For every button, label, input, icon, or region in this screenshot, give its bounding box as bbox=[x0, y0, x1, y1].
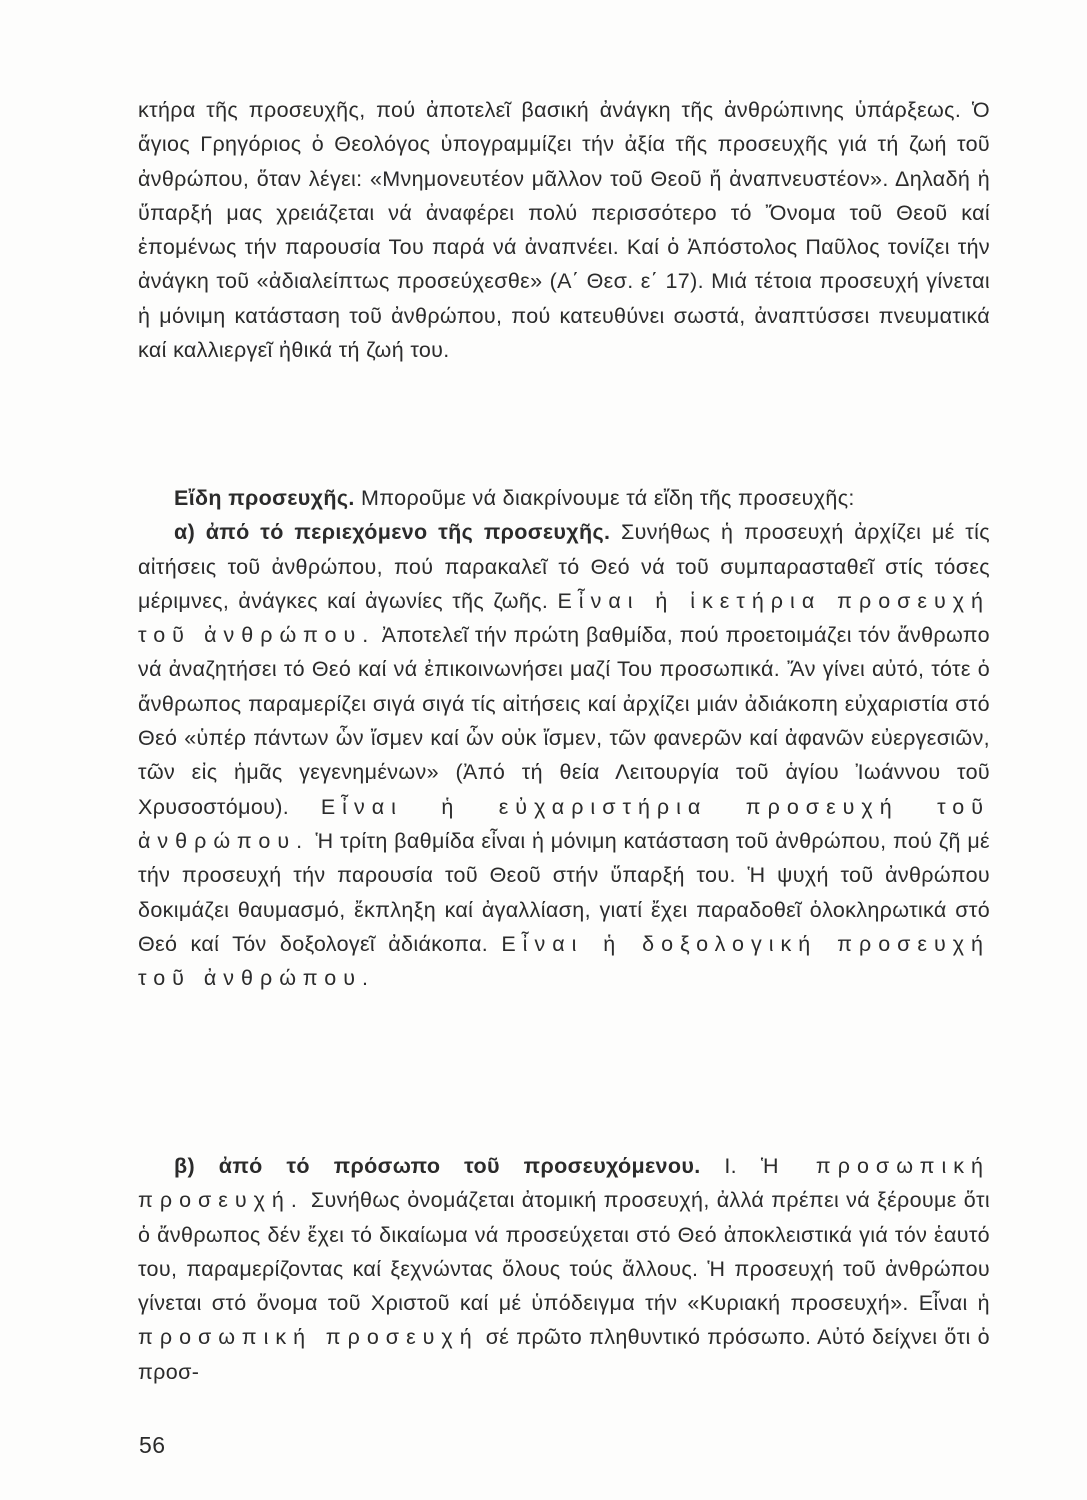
page-number: 56 bbox=[139, 1432, 166, 1458]
subsection-a-paragraph bbox=[138, 515, 990, 995]
paragraph-continuation bbox=[138, 93, 990, 367]
subsection-b-heading: β) ἀπό τό πρόσωπο τοῦ προσευχόμενου. bbox=[174, 1154, 701, 1178]
subsection-a-text-3: Ἡ τρίτη βαθμίδα εἶναι ἡ μόνιμη κατάσταση τοῦ ἀνθρώπου, πού ζῆ μέ τήν προσευχή τήν παρουσία τοῦ Θεοῦ στήν ὕπαρξή του. Ἡ ψυχή τοῦ ἀνθρώπου δοκιμάζει θαυμασμό, ἔκπληξη καί ἀγαλλίαση, γιατί ἔχει παραδοθεῖ ὁλοκληρωτικά στό Θεό καί Τόν δοξολογεῖ ἀδιάκοπα. bbox=[138, 828, 990, 956]
section-paragraph bbox=[138, 481, 990, 515]
spaced-emphasis-doxological: Εἶναι ἡ δοξολογική προσευχή τοῦ ἀνθρώπου. bbox=[138, 931, 990, 991]
subsection-a-heading: α) ἀπό τό περιεχόμενο τῆς προσευχῆς. bbox=[174, 520, 611, 545]
spaced-emphasis-personal-prayer-2: προσωπική προσευχή bbox=[138, 1325, 479, 1350]
spaced-emphasis-personal-prayer: Ἡ προσωπική προσευχή. bbox=[138, 1154, 990, 1213]
subsection-b-numeral: Ι. bbox=[700, 1154, 761, 1178]
subsection-b-text-2: σέ πρῶτο πληθυντικό πρόσωπο. Αὐτό δείχνει ὅτι ὁ προσ- bbox=[138, 1325, 990, 1384]
section-by-person bbox=[138, 1149, 990, 1389]
subsection-a-text-1: Συνήθως ἡ προσευχή ἀρχίζει μέ τίς αἰτήσεις τοῦ ἀνθρώπου, πού παρακαλεῖ τό Θεό νά τοῦ συμπαρασταθεῖ στίς τόσες μέριμνες, ἀνάγκες καί ἀγωνίες τῆς ζωῆς. bbox=[138, 520, 990, 613]
subsection-b-text-1: Συνήθως ὀνομάζεται ἀτομική προσευχή, ἀλλά πρέπει νά ξέρουμε ὅτι ὁ ἄνθρωπος δέν ἔχει τό δικαίωμα νά προσεύχεται στό Θεό ἀποκλειστικά γιά τόν ἑαυτό του, παραμερίζοντας καί ξεχνώντας ὅλους τούς ἄλλους. Ἡ προσευχή τοῦ ἀνθρώπου γίνεται στό ὄνομα τοῦ Χριστοῦ καί μέ ὑπόδειγμα τήν «Κυριακή προσευχή». Εἶναι ἡ bbox=[138, 1188, 990, 1316]
section-heading: Εἴδη προσευχῆς. bbox=[174, 486, 355, 510]
spaced-emphasis-thanksgiving: Εἶναι ἡ εὐχαριστήρια προσευχή τοῦ ἀνθρώπου. bbox=[138, 794, 990, 853]
section-prayer-types bbox=[138, 481, 990, 995]
subsection-b-paragraph bbox=[138, 1149, 990, 1389]
section-intro: Μποροῦμε νά διακρίνουμε τά εἴδη τῆς προσευχῆς: bbox=[354, 486, 855, 510]
spaced-emphasis-supplicatory: Εἶναι ἡ ἱκετήρια προσευχή τοῦ ἀνθρώπου. bbox=[138, 588, 991, 648]
subsection-a-text-2: Ἀποτελεῖ τήν πρώτη βαθμίδα, πού προετοιμάζει τόν ἄνθρωπο νά ἀναζητήσει τό Θεό καί νά ἐπικοινωνήσει μαζί Του προσωπικά. Ἄν γίνει αὐτό, τότε ὁ ἄνθρωπος παραμερίζει σιγά σιγά τίς αἰτήσεις καί ἀρχίζει μιάν ἀδιάκοπη εὐχαριστία στό Θεό «ὑπέρ πάντων ὧν ἴσμεν καί ὧν οὐκ ἴσμεν, τῶν φανερῶν καί ἀφανῶν εὐεργεσιῶν, τῶν εἰς ἡμᾶς γεγενημένων» (Ἀπό τή θεία Λειτουργία τοῦ ἁγίου Ἰωάννου τοῦ Χρυσοστόμου). bbox=[138, 623, 990, 819]
paragraph-text: κτήρα τῆς προσευχῆς, πού ἀποτελεῖ βασική ἀνάγκη τῆς ἀνθρώπινης ὑπάρξεως. Ὁ ἅγιος Γρηγόριος ὁ Θεολόγος ὑπογραμμίζει τήν ἀξία τῆς προσευχῆς γιά τή ζωή τοῦ ἀνθρώπου, ὅταν λέγει: «Μνημονευτέον μᾶλλον τοῦ Θεοῦ ἤ ἀναπνευστέον». Δηλαδή ἡ ὕπαρξή μας χρειάζεται νά ἀναφέρει πολύ περισσότερο τό Ὄνομα τοῦ Θεοῦ καί ἑπομένως τήν παρουσία Του παρά νά ἀναπνέει. Καί ὁ Ἀπόστολος Παῦλος τονίζει τήν ἀνάγκη τοῦ «ἀδιαλείπτως προσεύχεσθε» (Α΄ Θεσ. ε΄ 17). Μιά τέτοια προσευχή γίνεται ἡ μόνιμη κατάσταση τοῦ ἀνθρώπου, πού κατευθύνει σωστά, ἀναπτύσσει πνευματικά καί καλλιεργεῖ ἠθικά τή ζωή του. bbox=[138, 98, 990, 363]
